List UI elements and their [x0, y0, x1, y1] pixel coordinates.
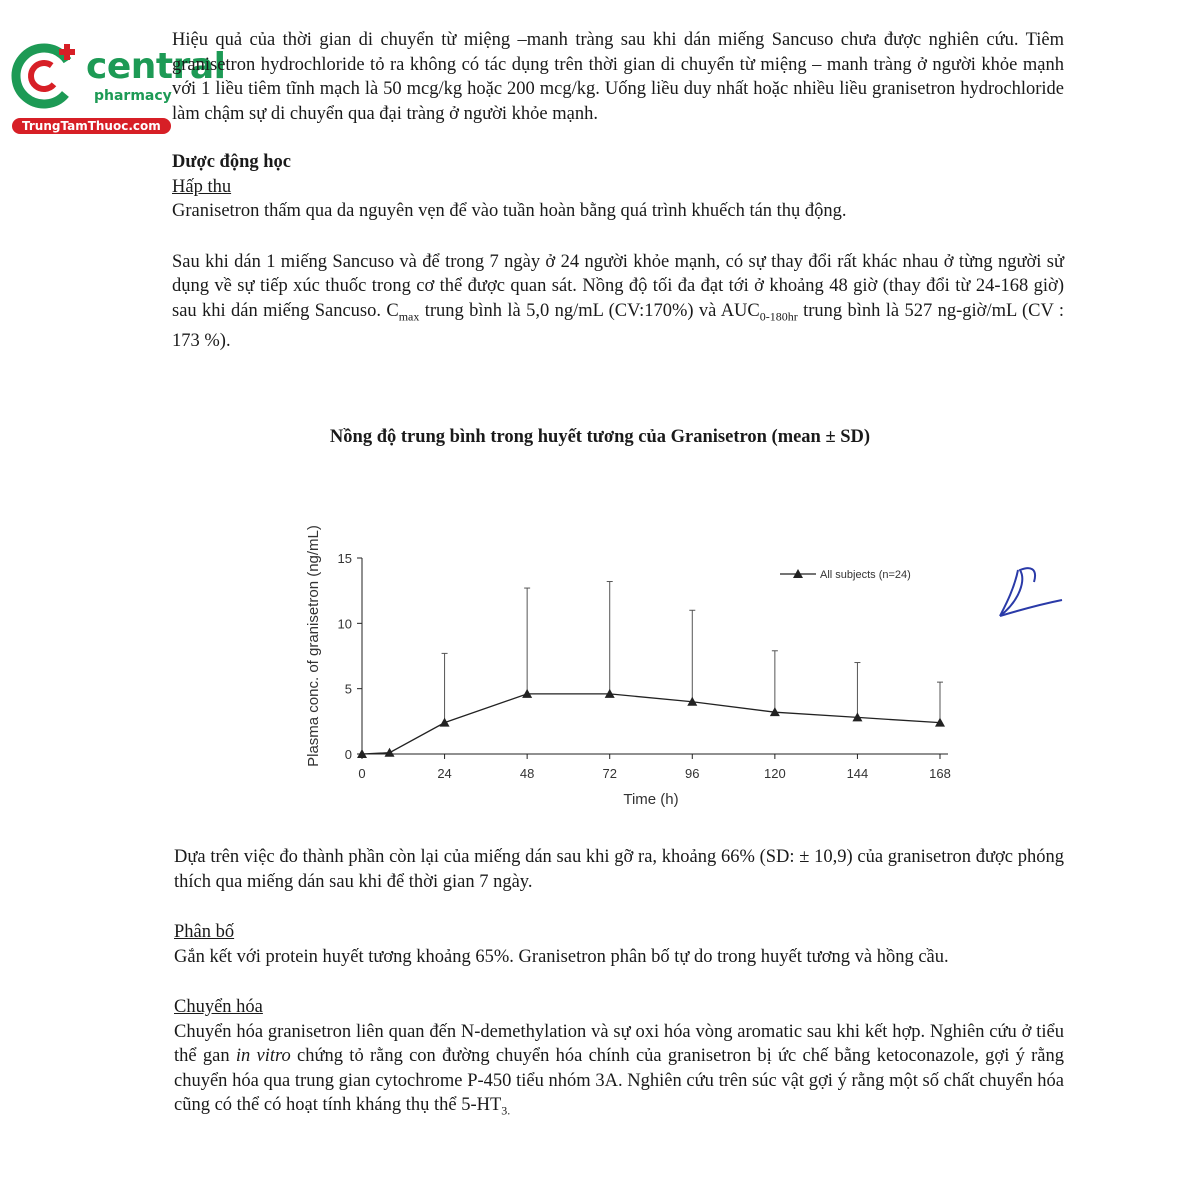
absorption-title: Hấp thu	[172, 176, 232, 197]
data-point	[385, 748, 395, 757]
handwritten-signature	[990, 560, 1070, 630]
y-axis-label: Plasma conc. of granisetron (ng/mL)	[305, 525, 322, 767]
logo-subtitle: pharmacy	[94, 88, 172, 104]
release-paragraph: Dựa trên việc đo thành phần còn lại của miếng dán sau khi gỡ ra, khoảng 66% (SD: ± 10,9) của granisetron được phóng thích qua miếng dán sau khi để thời gian 7 ngày.	[174, 847, 1064, 892]
x-axis-label: Time (h)	[623, 791, 679, 808]
x-tick-label: 168	[929, 766, 951, 781]
absorption-paragraph-1: Granisetron thấm qua da nguyên vẹn để vào tuần hoàn bằng quá trình khuếch tán thụ động.	[172, 201, 847, 221]
logo-mark-icon	[6, 36, 86, 116]
data-point	[440, 718, 450, 727]
logo-site-badge: TrungTamThuoc.com	[12, 118, 171, 134]
x-tick-label: 24	[437, 766, 452, 781]
chart-title: Nồng độ trung bình trong huyết tương của Granisetron (mean ± SD)	[329, 427, 871, 447]
document-body	[172, 28, 1064, 353]
y-tick-label: 0	[344, 747, 352, 762]
x-tick-label: 0	[358, 766, 366, 781]
x-tick-label: 120	[764, 766, 786, 781]
y-tick-label: 5	[344, 681, 352, 697]
chart-svg	[290, 500, 1010, 830]
post-chart-content	[174, 845, 1064, 1123]
x-tick-label: 48	[519, 766, 535, 781]
distribution-title: Phân bố	[174, 922, 235, 942]
x-tick-label: 72	[602, 766, 617, 781]
pk-heading: Dược động học	[172, 152, 291, 172]
metabolism-title: Chuyển hóa	[174, 997, 263, 1017]
logo-brand: central	[86, 46, 226, 87]
y-tick-label: 10	[337, 616, 352, 632]
x-tick-label: 144	[846, 766, 869, 781]
distribution-paragraph: Gắn kết với protein huyết tương khoảng 65%. Granisetron phân bố tự do trong huyết tương và hồng cầu.	[174, 946, 949, 967]
metabolism-paragraph: Chuyển hóa granisetron liên quan đến N-demethylation và sự oxi hóa vòng aromatic sau khi kết hợp. Nghiên cứu ở tiểu thể gan in vitro chứng tỏ rằng con đường chuyển hóa chính của granisetron bị ức chế bằng ketoconazole, gợi ý rằng chuyển hóa qua trung gian cytochrome P-450 tiểu nhóm 3A. Nghiên cứu trên súc vật gợi ý rằng một số chất chuyển hóa cũng có thể có hoạt tính kháng thụ thể $5-HT_{3.}$	[174, 1021, 1065, 1118]
y-tick-label: 15	[337, 551, 352, 566]
intro-paragraph: Hiệu quả của thời gian di chuyển từ miệng –manh tràng sau khi dán miếng Sancuso chưa được nghiên cứu. Tiêm granisetron hydrochloride tỏ ra không có tác dụng trên thời gian di chuyển từ miệng – manh tràng ở người khỏe mạnh với 1 liều tiêm tĩnh mạch là 50 mcg/kg hoặc 200 mcg/kg. Uống liều duy nhất hoặc nhiều liều granisetron hydrochloride làm chậm sự di chuyển qua đại tràng ở người khỏe mạnh.	[172, 30, 1064, 124]
series-line	[362, 694, 940, 754]
plasma-chart	[290, 500, 1010, 830]
absorption-paragraph-2: Sau khi dán 1 miếng Sancuso và để trong 7 ngày ở 24 người khỏe mạnh, có sự thay đổi rất khác nhau ở từng người sử dụng về sự tiếp xúc thuốc trong cơ thể được quan sát. Nồng độ tối đa đạt tới ở khoảng 48 giờ (thay đổi từ 24-168 giờ) sau khi dán miếng Sancuso. $C_{max}$ trung bình là 5,0 ng/mL (CV:170%) và $AUC_{0-180hr}$ trung bình là 527 ng-giờ/mL (CV : 173 %).	[172, 251, 1064, 351]
x-tick-label: 96	[685, 766, 700, 781]
legend-label: All subjects (n=24)	[820, 569, 911, 581]
